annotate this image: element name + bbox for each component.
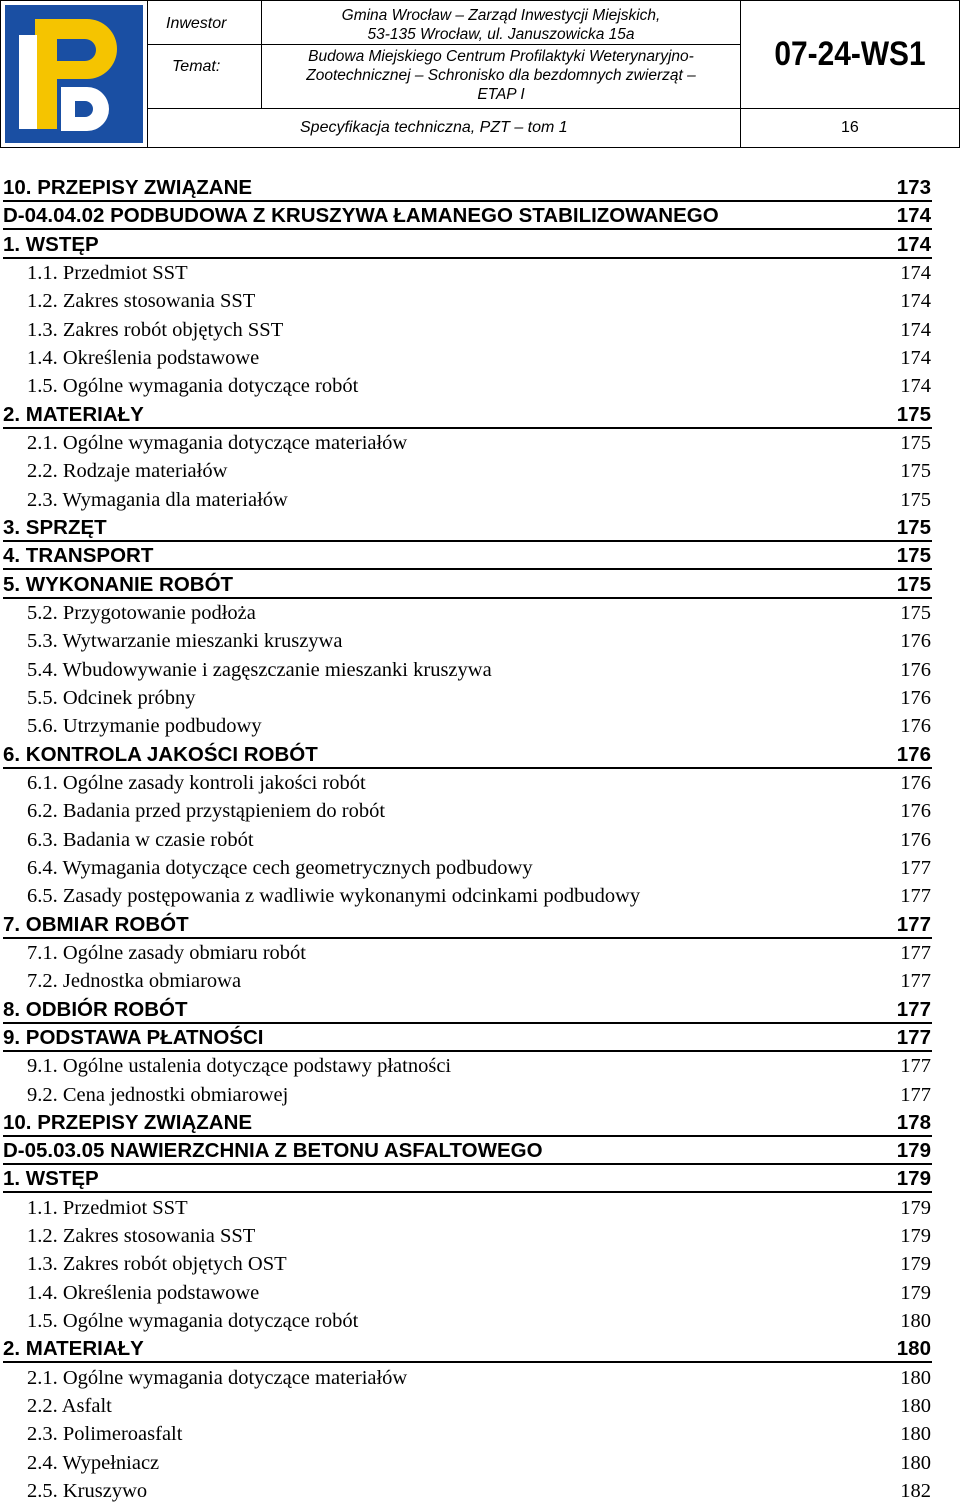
toc-entry-title: 5.2. Przygotowanie podłoża xyxy=(27,601,256,624)
toc-entry-page: 179 xyxy=(900,1253,931,1276)
toc-heading-underline xyxy=(3,1361,932,1363)
investor-value xyxy=(262,6,740,44)
toc-entry-page: 177 xyxy=(900,1055,931,1078)
toc-entry-page: 175 xyxy=(896,544,931,568)
toc-entry-page: 174 xyxy=(900,261,931,284)
toc-entry-page: 177 xyxy=(896,912,931,936)
toc-entry-page: 176 xyxy=(900,686,931,709)
page-number-text: 16 xyxy=(841,119,859,136)
toc-entry[interactable] xyxy=(0,260,960,288)
toc-entry-title: 2.1. Ogólne wymagania dotyczące materiałów xyxy=(27,1366,408,1389)
toc-entry-title: 2. MATERIAŁY xyxy=(3,402,144,426)
toc-entry-title: D-05.03.05 NAWIERZCHNIA Z BETONU ASFALTOWEGO xyxy=(3,1139,543,1163)
toc-entry-page: 176 xyxy=(900,658,931,681)
header-divider xyxy=(262,44,740,45)
toc-entry-title: 5.3. Wytwarzanie mieszanki kruszywa xyxy=(27,630,343,653)
spec-title xyxy=(147,108,741,148)
toc-entry-page: 177 xyxy=(896,997,931,1021)
toc-entry-page: 179 xyxy=(900,1225,931,1248)
toc-entry-page: 177 xyxy=(900,1083,931,1106)
toc-entry-title: 2.1. Ogólne wymagania dotyczące materiałów xyxy=(27,431,408,454)
toc-entry[interactable] xyxy=(0,968,960,996)
header-labels xyxy=(147,0,262,109)
toc-entry[interactable] xyxy=(0,713,960,741)
toc-heading[interactable] xyxy=(0,175,960,203)
toc-heading[interactable] xyxy=(0,1336,960,1364)
toc-heading[interactable] xyxy=(0,515,960,543)
toc-entry[interactable] xyxy=(0,345,960,373)
toc-entry-title: 10. PRZEPISY ZWIĄZANE xyxy=(3,176,253,199)
toc-entry-page: 175 xyxy=(896,515,931,539)
toc-entry-page: 175 xyxy=(900,460,931,483)
toc-entry-title: 1. WSTĘP xyxy=(3,232,99,256)
toc-entry-page: 177 xyxy=(896,1025,931,1049)
toc-entry[interactable] xyxy=(0,770,960,798)
toc-heading[interactable] xyxy=(0,543,960,571)
toc-entry[interactable] xyxy=(0,487,960,515)
toc-entry-title: 1.3. Zakres robót objętych SST xyxy=(27,318,284,341)
company-logo xyxy=(0,0,148,148)
toc-entry[interactable] xyxy=(0,827,960,855)
toc-entry[interactable] xyxy=(0,798,960,826)
toc-entry-title: 10. PRZEPISY ZWIĄZANE xyxy=(3,1110,253,1134)
toc-entry-page: 174 xyxy=(900,375,931,398)
toc-entry-page: 176 xyxy=(896,742,931,766)
toc-entry-title: 5.4. Wbudowywanie i zagęszczanie mieszanki kruszywa xyxy=(27,658,492,681)
toc-entry-page: 175 xyxy=(900,431,931,454)
toc-entry-page: 180 xyxy=(900,1451,931,1474)
toc-entry-title: 6. KONTROLA JAKOŚCI ROBÓT xyxy=(3,742,318,766)
toc-entry[interactable] xyxy=(0,1308,960,1336)
toc-heading[interactable] xyxy=(0,402,960,430)
toc-entry-page: 179 xyxy=(900,1196,931,1219)
toc-entry-title: 6.2. Badania przed przystąpieniem do robót xyxy=(27,800,386,823)
toc-heading-underline xyxy=(3,1022,932,1024)
project-code xyxy=(740,0,960,109)
toc-entry-title: 1. WSTĘP xyxy=(3,1167,99,1191)
toc-entry-title: 2. MATERIAŁY xyxy=(3,1337,144,1361)
toc-entry[interactable] xyxy=(0,373,960,401)
toc-entry-page: 179 xyxy=(896,1167,931,1191)
toc-entry-title: 7.1. Ogólne zasady obmiaru robót xyxy=(27,941,306,964)
toc-entry-title: 5. WYKONANIE ROBÓT xyxy=(3,572,234,596)
subject-value xyxy=(262,47,740,104)
toc-entry-page: 177 xyxy=(900,970,931,993)
toc-entry-page: 176 xyxy=(900,771,931,794)
toc-heading-underline xyxy=(3,540,932,542)
toc-entry[interactable] xyxy=(0,1082,960,1110)
toc-entry-title: 6.4. Wymagania dotyczące cech geometrycznych podbudowy xyxy=(27,856,533,879)
toc-entry-page: 175 xyxy=(900,601,931,624)
document-header xyxy=(0,0,960,148)
toc-entry-title: 1.2. Zakres stosowania SST xyxy=(27,1225,256,1248)
toc-entry-page: 175 xyxy=(900,488,931,511)
toc-entry[interactable] xyxy=(0,1223,960,1251)
toc-heading-underline xyxy=(3,1163,932,1165)
toc-entry[interactable] xyxy=(0,600,960,628)
toc-entry-title: 1.4. Określenia podstawowe xyxy=(27,346,260,369)
toc-entry-title: 1.4. Określenia podstawowe xyxy=(27,1281,260,1304)
subject-line: Zootechnicznej – Schronisko dla bezdomnych zwierząt – xyxy=(306,67,696,84)
toc-heading-underline xyxy=(3,568,932,570)
table-of-contents xyxy=(0,175,960,1506)
spec-title-text: Specyfikacja techniczna, PZT – tom 1 xyxy=(300,119,568,136)
toc-heading[interactable] xyxy=(0,1025,960,1053)
toc-entry[interactable] xyxy=(0,1280,960,1308)
toc-entry-page: 174 xyxy=(900,346,931,369)
toc-heading-underline xyxy=(3,767,932,769)
toc-entry[interactable] xyxy=(0,855,960,883)
toc-entry[interactable] xyxy=(0,317,960,345)
toc-entry-title: 2.2. Asfalt xyxy=(27,1395,112,1418)
toc-entry-page: 174 xyxy=(896,232,931,256)
toc-heading-underline xyxy=(3,257,932,259)
toc-heading[interactable] xyxy=(0,1138,960,1166)
toc-entry-page: 177 xyxy=(900,885,931,908)
toc-entry[interactable] xyxy=(0,288,960,316)
toc-entry-page: 182 xyxy=(900,1480,931,1503)
toc-heading[interactable] xyxy=(0,203,960,231)
toc-entry-title: 6.1. Ogólne zasady kontroli jakości robót xyxy=(27,771,366,794)
toc-entry-title: 2.5. Kruszywo xyxy=(27,1480,148,1503)
toc-entry[interactable] xyxy=(0,1478,960,1506)
toc-heading[interactable] xyxy=(0,1166,960,1194)
toc-entry-title: 1.1. Przedmiot SST xyxy=(27,261,188,284)
toc-entry-title: 9.2. Cena jednostki obmiarowej xyxy=(27,1083,289,1106)
investor-line: 53-135 Wrocław, ul. Januszowicka 15a xyxy=(367,26,635,43)
toc-entry-page: 178 xyxy=(896,1110,931,1134)
toc-entry-title: 9. PODSTAWA PŁATNOŚCI xyxy=(3,1025,264,1049)
header-divider xyxy=(148,44,261,45)
toc-entry[interactable] xyxy=(0,685,960,713)
project-code-text: 07-24-WS1 xyxy=(774,35,926,73)
toc-entry-page: 175 xyxy=(896,402,931,426)
toc-entry-title: 5.6. Utrzymanie podbudowy xyxy=(27,715,262,738)
toc-entry-page: 180 xyxy=(900,1423,931,1446)
toc-entry-page: 179 xyxy=(900,1281,931,1304)
toc-heading-underline xyxy=(3,228,932,230)
toc-entry[interactable] xyxy=(0,1450,960,1478)
toc-entry-page: 176 xyxy=(900,715,931,738)
toc-entry-page: 174 xyxy=(896,204,931,228)
toc-entry-page: 176 xyxy=(900,828,931,851)
toc-entry-title: 2.3. Polimeroasfalt xyxy=(27,1423,183,1446)
subject-label: Temat: xyxy=(172,58,221,75)
subject-line: Budowa Miejskiego Centrum Profilaktyki Weterynaryjno- xyxy=(308,48,694,65)
toc-entry[interactable] xyxy=(0,1365,960,1393)
toc-entry-title: 4. TRANSPORT xyxy=(3,544,154,568)
toc-entry[interactable] xyxy=(0,430,960,458)
toc-heading[interactable] xyxy=(0,1110,960,1138)
page-number xyxy=(740,108,960,148)
toc-heading-underline xyxy=(3,1050,932,1052)
toc-entry-title: D-04.04.02 PODBUDOWA Z KRUSZYWA ŁAMANEGO STABILIZOWANEGO xyxy=(3,204,719,228)
toc-entry-title: 5.5. Odcinek próbny xyxy=(27,686,196,709)
toc-entry-title: 6.5. Zasady postępowania z wadliwie wykonanymi odcinkami podbudowy xyxy=(27,885,641,908)
toc-entry-title: 1.5. Ogólne wymagania dotyczące robót xyxy=(27,375,359,398)
toc-entry[interactable] xyxy=(0,1195,960,1223)
toc-entry-page: 180 xyxy=(900,1395,931,1418)
toc-entry-title: 2.4. Wypełniacz xyxy=(27,1451,160,1474)
toc-entry-page: 176 xyxy=(900,630,931,653)
toc-entry-title: 1.2. Zakres stosowania SST xyxy=(27,290,256,313)
toc-entry-page: 175 xyxy=(896,572,931,596)
toc-entry[interactable] xyxy=(0,883,960,911)
toc-entry-page: 174 xyxy=(900,290,931,313)
toc-entry-title: 1.3. Zakres robót objętych OST xyxy=(27,1253,287,1276)
toc-heading-underline xyxy=(3,427,932,429)
toc-entry-page: 180 xyxy=(900,1366,931,1389)
toc-heading[interactable] xyxy=(0,912,960,940)
toc-entry-title: 3. SPRZĘT xyxy=(3,515,107,539)
toc-entry-page: 174 xyxy=(900,318,931,341)
toc-entry-title: 6.3. Badania w czasie robót xyxy=(27,828,254,851)
toc-heading-underline xyxy=(3,937,932,939)
toc-entry[interactable] xyxy=(0,1251,960,1279)
toc-entry-title: 2.2. Rodzaje materiałów xyxy=(27,460,228,483)
toc-entry-page: 179 xyxy=(896,1139,931,1163)
toc-entry-page: 177 xyxy=(900,941,931,964)
toc-heading-underline xyxy=(3,200,932,202)
header-info xyxy=(261,0,741,109)
toc-entry[interactable] xyxy=(0,940,960,968)
company-logo-icon xyxy=(1,1,147,147)
toc-entry[interactable] xyxy=(0,657,960,685)
toc-heading-underline xyxy=(3,597,932,599)
toc-entry[interactable] xyxy=(0,1393,960,1421)
toc-heading[interactable] xyxy=(0,742,960,770)
toc-entry-page: 180 xyxy=(896,1337,931,1361)
toc-entry-title: 2.3. Wymagania dla materiałów xyxy=(27,488,288,511)
toc-entry-page: 173 xyxy=(896,176,931,199)
toc-heading[interactable] xyxy=(0,232,960,260)
investor-line: Gmina Wrocław – Zarząd Inwestycji Miejskich, xyxy=(341,7,661,24)
toc-entry[interactable] xyxy=(0,628,960,656)
toc-heading-underline xyxy=(3,1191,932,1193)
toc-entry-title: 8. ODBIÓR ROBÓT xyxy=(3,997,188,1021)
toc-entry-title: 7.2. Jednostka obmiarowa xyxy=(27,970,242,993)
toc-entry[interactable] xyxy=(0,458,960,486)
toc-entry[interactable] xyxy=(0,1421,960,1449)
toc-heading[interactable] xyxy=(0,572,960,600)
toc-entry-title: 7. OBMIAR ROBÓT xyxy=(3,912,189,936)
toc-entry-page: 180 xyxy=(900,1310,931,1333)
toc-entry-page: 176 xyxy=(900,800,931,823)
toc-heading[interactable] xyxy=(0,997,960,1025)
toc-entry-title: 1.5. Ogólne wymagania dotyczące robót xyxy=(27,1310,359,1333)
toc-heading-underline xyxy=(3,1135,932,1137)
toc-entry-title: 9.1. Ogólne ustalenia dotyczące podstawy płatności xyxy=(27,1055,452,1078)
toc-entry-page: 177 xyxy=(900,856,931,879)
subject-line: ETAP I xyxy=(477,86,525,103)
toc-entry[interactable] xyxy=(0,1053,960,1081)
toc-entry-title: 1.1. Przedmiot SST xyxy=(27,1196,188,1219)
investor-label: Inwestor xyxy=(166,15,227,32)
